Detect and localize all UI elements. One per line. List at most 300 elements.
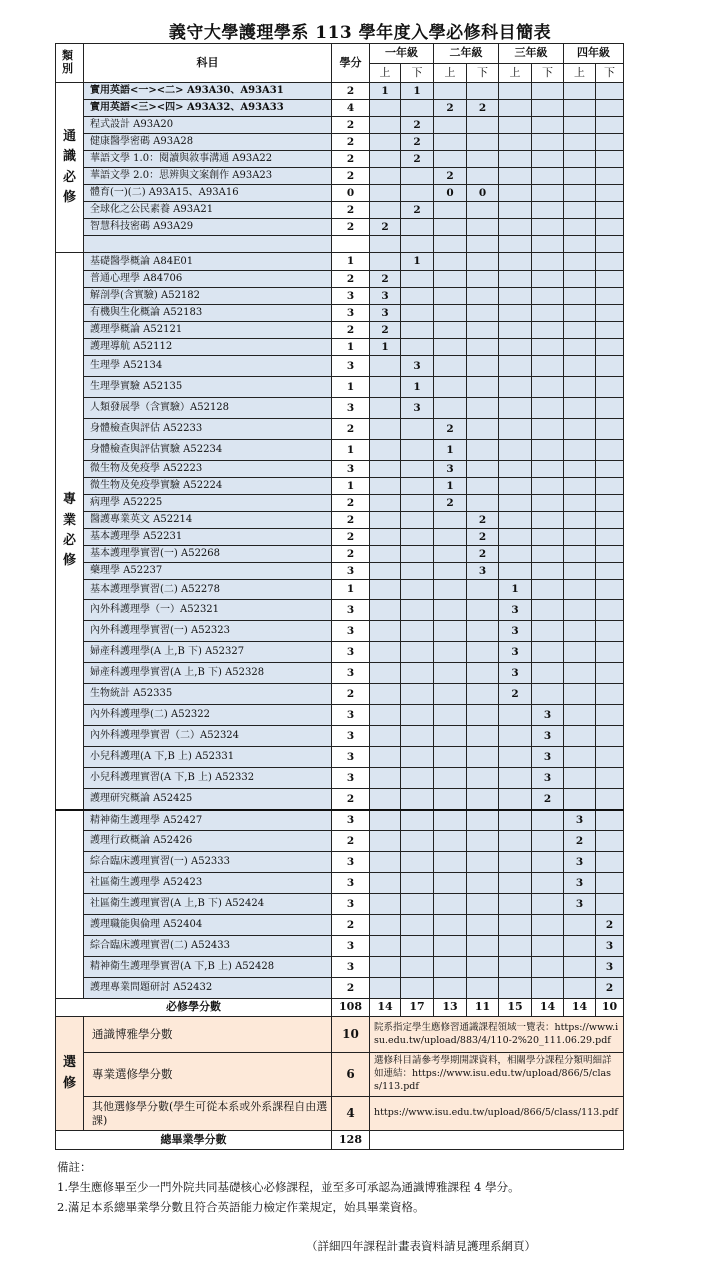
semester-credit-cell: [499, 151, 532, 168]
semester-credit-cell: [564, 563, 596, 580]
semester-credit-cell: [532, 529, 564, 546]
semester-credit-cell: [370, 831, 401, 852]
semester-credit-cell: [401, 546, 434, 563]
elective-note: 院系指定學生應修習通識課程領域一覽表：https://www.isu.edu.tw/upload/883/4/110-2%20_111.06.29.pdf: [370, 1017, 624, 1053]
empty-cell: [499, 236, 532, 253]
semester-credit-cell: [467, 288, 499, 305]
semester-credit-cell: [370, 810, 401, 831]
semester-credit-cell: [401, 288, 434, 305]
semester-credit-cell: 2: [370, 271, 401, 288]
semester-credit-cell: [596, 684, 624, 705]
semester-credit-cell: 3: [596, 936, 624, 957]
semester-credit-cell: [564, 356, 596, 377]
semester-credit-cell: [467, 684, 499, 705]
table-row: [56, 168, 624, 185]
semester-credit-cell: 2: [370, 322, 401, 339]
semester-credit-cell: [596, 663, 624, 684]
semester-total-cell: 14: [564, 999, 596, 1017]
semester-credit-cell: [564, 726, 596, 747]
course-credits: 2: [332, 419, 370, 440]
header-upper: 上: [564, 64, 596, 83]
semester-credit-cell: [499, 168, 532, 185]
semester-credit-cell: 0: [434, 185, 467, 202]
semester-credit-cell: 2: [467, 529, 499, 546]
semester-credit-cell: [434, 398, 467, 419]
table-row: [56, 356, 624, 377]
semester-credit-cell: [499, 563, 532, 580]
header-upper: 上: [499, 64, 532, 83]
semester-credit-cell: [499, 202, 532, 219]
course-name: 華語文學 1.0：閱讀與敘事溝通 A93A22: [84, 151, 332, 168]
course-name: 華語文學 2.0：思辨與文案創作 A93A23: [84, 168, 332, 185]
semester-credit-cell: [401, 957, 434, 978]
semester-credit-cell: [499, 288, 532, 305]
semester-credit-cell: [564, 529, 596, 546]
semester-credit-cell: [467, 83, 499, 100]
header-lower: 下: [596, 64, 624, 83]
semester-credit-cell: [370, 419, 401, 440]
course-credits: 2: [332, 512, 370, 529]
course-name: 護理導航 A52112: [84, 339, 332, 356]
required-total-row: [56, 999, 624, 1017]
course-name: 小兒科護理實習(A 下,B 上) A52332: [84, 768, 332, 789]
semester-credit-cell: [564, 663, 596, 684]
semester-credit-cell: [532, 253, 564, 271]
elective-note: 選修科目請參考學期開課資料，相關學分課程分類明細詳如連結：https://www.isu.edu.tw/upload/866/5/class/113.pdf: [370, 1053, 624, 1097]
semester-credit-cell: 2: [434, 419, 467, 440]
semester-credit-cell: [532, 852, 564, 873]
semester-credit-cell: [532, 894, 564, 915]
semester-credit-cell: [499, 726, 532, 747]
empty-cell: [564, 236, 596, 253]
semester-credit-cell: [467, 202, 499, 219]
course-name: 微生物及免疫學 A52223: [84, 461, 332, 478]
semester-credit-cell: [499, 852, 532, 873]
semester-credit-cell: [434, 83, 467, 100]
semester-credit-cell: 2: [401, 134, 434, 151]
semester-credit-cell: [564, 377, 596, 398]
semester-credit-cell: [564, 219, 596, 236]
semester-credit-cell: [370, 663, 401, 684]
semester-credit-cell: 3: [401, 356, 434, 377]
semester-credit-cell: [564, 580, 596, 600]
required-total-credits: 108: [332, 999, 370, 1017]
semester-credit-cell: 1: [370, 339, 401, 356]
elective-row: [56, 1053, 624, 1097]
semester-credit-cell: [370, 185, 401, 202]
semester-credit-cell: [370, 852, 401, 873]
semester-credit-cell: 3: [434, 461, 467, 478]
course-credits: 3: [332, 600, 370, 621]
semester-credit-cell: [467, 915, 499, 936]
semester-credit-cell: [401, 100, 434, 117]
semester-credit-cell: [532, 478, 564, 495]
semester-credit-cell: [564, 789, 596, 810]
semester-total-cell: 15: [499, 999, 532, 1017]
table-row: [56, 253, 624, 271]
course-credits: 3: [332, 305, 370, 322]
table-row: [56, 563, 624, 580]
semester-credit-cell: [596, 789, 624, 810]
course-name: 生理學 A52134: [84, 356, 332, 377]
elective-name: 通識博雅學分數: [84, 1017, 332, 1053]
course-credits: 3: [332, 356, 370, 377]
semester-credit-cell: [434, 810, 467, 831]
semester-credit-cell: [564, 978, 596, 999]
semester-credit-cell: [370, 134, 401, 151]
course-name: 護理專業問題研討 A52432: [84, 978, 332, 999]
course-name: 健康醫學密碼 A93A28: [84, 134, 332, 151]
semester-credit-cell: 2: [434, 100, 467, 117]
semester-credit-cell: 2: [370, 219, 401, 236]
semester-credit-cell: [532, 377, 564, 398]
semester-credit-cell: [401, 305, 434, 322]
course-name: 程式設計 A93A20: [84, 117, 332, 134]
course-credits: 2: [332, 83, 370, 100]
course-credits: 0: [332, 185, 370, 202]
semester-credit-cell: [370, 621, 401, 642]
semester-credit-cell: [564, 621, 596, 642]
course-credits: 3: [332, 768, 370, 789]
semester-credit-cell: [532, 339, 564, 356]
course-credits: 3: [332, 621, 370, 642]
semester-credit-cell: [370, 377, 401, 398]
course-credits: 2: [332, 789, 370, 810]
table-row: [56, 621, 624, 642]
table-row: [56, 185, 624, 202]
elective-name: 專業選修學分數: [84, 1053, 332, 1097]
course-name: 藥理學 A52237: [84, 563, 332, 580]
grand-total-credits: 128: [332, 1131, 370, 1150]
semester-credit-cell: [596, 253, 624, 271]
semester-credit-cell: [370, 253, 401, 271]
header-upper: 上: [370, 64, 401, 83]
semester-credit-cell: [370, 894, 401, 915]
empty-cell: [467, 236, 499, 253]
header-year-1: 一年級: [370, 44, 434, 64]
header-lower: 下: [532, 64, 564, 83]
semester-credit-cell: [401, 185, 434, 202]
semester-credit-cell: [434, 831, 467, 852]
semester-credit-cell: [370, 461, 401, 478]
course-credits: 3: [332, 957, 370, 978]
table-row: [56, 529, 624, 546]
course-name: 內外科護理學(二) A52322: [84, 705, 332, 726]
semester-total-cell: 17: [401, 999, 434, 1017]
semester-credit-cell: [564, 461, 596, 478]
semester-credit-cell: [401, 512, 434, 529]
table-row: [56, 747, 624, 768]
semester-credit-cell: [499, 978, 532, 999]
semester-credit-cell: [434, 621, 467, 642]
semester-credit-cell: [532, 202, 564, 219]
semester-credit-cell: [532, 600, 564, 621]
semester-credit-cell: [596, 873, 624, 894]
semester-credit-cell: [532, 288, 564, 305]
course-name: 社區衛生護理實習(A 上,B 下) A52424: [84, 894, 332, 915]
table-row: [56, 810, 624, 831]
course-credits: 2: [332, 219, 370, 236]
semester-credit-cell: [532, 305, 564, 322]
semester-credit-cell: 2: [499, 684, 532, 705]
course-name: 體育(一)(二) A93A15、A93A16: [84, 185, 332, 202]
semester-credit-cell: [467, 271, 499, 288]
semester-credit-cell: [532, 957, 564, 978]
semester-credit-cell: [564, 398, 596, 419]
course-credits: 2: [332, 322, 370, 339]
semester-credit-cell: [434, 978, 467, 999]
table-row: [56, 377, 624, 398]
semester-credit-cell: [467, 398, 499, 419]
semester-credit-cell: [596, 512, 624, 529]
semester-credit-cell: [401, 768, 434, 789]
grand-total-label: 總畢業學分數: [56, 1131, 332, 1150]
semester-credit-cell: [564, 305, 596, 322]
semester-credit-cell: [532, 219, 564, 236]
empty-cell: [532, 236, 564, 253]
semester-credit-cell: [532, 663, 564, 684]
semester-credit-cell: [532, 512, 564, 529]
semester-credit-cell: [499, 377, 532, 398]
course-credits: 2: [332, 529, 370, 546]
semester-credit-cell: [370, 440, 401, 461]
semester-credit-cell: [596, 151, 624, 168]
semester-credit-cell: [467, 747, 499, 768]
category-elective: 選修: [56, 1017, 84, 1131]
semester-credit-cell: [532, 100, 564, 117]
table-row: [56, 894, 624, 915]
semester-credit-cell: [434, 726, 467, 747]
semester-credit-cell: [532, 978, 564, 999]
semester-credit-cell: [467, 852, 499, 873]
elective-row: [56, 1017, 624, 1053]
semester-credit-cell: [370, 202, 401, 219]
semester-credit-cell: [401, 322, 434, 339]
semester-credit-cell: [499, 185, 532, 202]
grand-total-row: [56, 1131, 624, 1150]
semester-credit-cell: [596, 288, 624, 305]
table-row: [56, 915, 624, 936]
table-row: [56, 398, 624, 419]
course-name: 解剖學(含實驗) A52182: [84, 288, 332, 305]
semester-credit-cell: [564, 478, 596, 495]
header-credits: 學分: [332, 44, 370, 83]
category-professional-continued: [56, 810, 84, 999]
semester-credit-cell: [564, 271, 596, 288]
course-credits: 2: [332, 546, 370, 563]
semester-credit-cell: [401, 936, 434, 957]
course-name: 有機與生化概論 A52183: [84, 305, 332, 322]
semester-total-cell: 11: [467, 999, 499, 1017]
semester-credit-cell: [596, 852, 624, 873]
semester-credit-cell: [564, 134, 596, 151]
semester-credit-cell: 3: [401, 398, 434, 419]
semester-credit-cell: [434, 271, 467, 288]
semester-credit-cell: [532, 936, 564, 957]
elective-credits: 4: [332, 1097, 370, 1131]
semester-credit-cell: [434, 642, 467, 663]
table-row: [56, 83, 624, 100]
semester-credit-cell: 3: [499, 621, 532, 642]
course-credits: 2: [332, 684, 370, 705]
semester-credit-cell: [564, 512, 596, 529]
semester-credit-cell: [370, 705, 401, 726]
semester-credit-cell: [434, 894, 467, 915]
semester-credit-cell: [467, 810, 499, 831]
semester-credit-cell: [467, 642, 499, 663]
semester-credit-cell: [499, 117, 532, 134]
semester-credit-cell: [532, 810, 564, 831]
semester-credit-cell: [532, 873, 564, 894]
semester-credit-cell: [564, 600, 596, 621]
semester-credit-cell: [499, 83, 532, 100]
course-credits: 2: [332, 202, 370, 219]
semester-credit-cell: [370, 957, 401, 978]
semester-credit-cell: [401, 168, 434, 185]
semester-credit-cell: [370, 768, 401, 789]
semester-credit-cell: [596, 461, 624, 478]
semester-credit-cell: [401, 810, 434, 831]
semester-credit-cell: [596, 478, 624, 495]
course-credits: 2: [332, 168, 370, 185]
course-name: 內外科護理學實習(一) A52323: [84, 621, 332, 642]
semester-credit-cell: [370, 495, 401, 512]
course-name: 精神衛生護理學實習(A 下,B 上) A52428: [84, 957, 332, 978]
semester-credit-cell: [499, 398, 532, 419]
semester-credit-cell: 2: [434, 495, 467, 512]
course-name: 微生物及免疫學實驗 A52224: [84, 478, 332, 495]
semester-credit-cell: [596, 168, 624, 185]
semester-credit-cell: [499, 768, 532, 789]
semester-credit-cell: 2: [401, 151, 434, 168]
course-name: 實用英語<三><四> A93A32、A93A33: [84, 100, 332, 117]
semester-credit-cell: [532, 642, 564, 663]
semester-credit-cell: [596, 322, 624, 339]
semester-credit-cell: [596, 100, 624, 117]
elective-note: https://www.isu.edu.tw/upload/866/5/class/113.pdf: [370, 1097, 624, 1131]
semester-credit-cell: 2: [532, 789, 564, 810]
table-row: [56, 663, 624, 684]
semester-credit-cell: [401, 915, 434, 936]
semester-credit-cell: [467, 219, 499, 236]
course-name: 婦產科護理學實習(A 上,B 下) A52328: [84, 663, 332, 684]
semester-credit-cell: [499, 894, 532, 915]
table-row: [56, 705, 624, 726]
header-category: 類別: [56, 44, 84, 83]
table-row: [56, 151, 624, 168]
semester-credit-cell: [401, 600, 434, 621]
table-row: [56, 580, 624, 600]
semester-credit-cell: [401, 684, 434, 705]
semester-credit-cell: [596, 117, 624, 134]
semester-credit-cell: 2: [596, 978, 624, 999]
table-row: [56, 419, 624, 440]
semester-credit-cell: 2: [467, 546, 499, 563]
semester-credit-cell: [499, 356, 532, 377]
semester-credit-cell: [499, 478, 532, 495]
semester-credit-cell: [467, 440, 499, 461]
semester-credit-cell: [499, 461, 532, 478]
empty-cell: [596, 236, 624, 253]
elective-credits: 6: [332, 1053, 370, 1097]
semester-credit-cell: [434, 219, 467, 236]
semester-credit-cell: [564, 151, 596, 168]
semester-credit-cell: [564, 705, 596, 726]
semester-credit-cell: [564, 495, 596, 512]
course-credits: 2: [332, 134, 370, 151]
semester-credit-cell: [467, 580, 499, 600]
remarks-title: 備註：: [57, 1160, 92, 1174]
semester-credit-cell: 3: [499, 600, 532, 621]
semester-credit-cell: [499, 831, 532, 852]
semester-credit-cell: [467, 957, 499, 978]
semester-credit-cell: [532, 419, 564, 440]
semester-credit-cell: [401, 747, 434, 768]
header-subject: 科目: [84, 44, 332, 83]
semester-credit-cell: [532, 185, 564, 202]
semester-credit-cell: [596, 705, 624, 726]
semester-credit-cell: [467, 495, 499, 512]
course-name: 人類發展學（含實驗）A52128: [84, 398, 332, 419]
semester-credit-cell: [370, 563, 401, 580]
course-credits: 4: [332, 100, 370, 117]
table-row: [56, 219, 624, 236]
semester-credit-cell: 3: [564, 894, 596, 915]
semester-credit-cell: [499, 915, 532, 936]
semester-credit-cell: [467, 478, 499, 495]
course-name: 基本護理學實習(二) A52278: [84, 580, 332, 600]
semester-credit-cell: [401, 789, 434, 810]
semester-credit-cell: 3: [564, 810, 596, 831]
course-name: 護理行政概論 A52426: [84, 831, 332, 852]
semester-credit-cell: [499, 440, 532, 461]
semester-credit-cell: [467, 936, 499, 957]
course-credits: 3: [332, 894, 370, 915]
semester-credit-cell: [596, 398, 624, 419]
semester-credit-cell: [564, 684, 596, 705]
semester-credit-cell: [434, 529, 467, 546]
course-credits: 1: [332, 440, 370, 461]
table-row: [56, 305, 624, 322]
table-row: [56, 236, 624, 253]
elective-name: 其他選修學分數(學生可從本系或外系課程自由選課): [84, 1097, 332, 1131]
semester-credit-cell: [532, 580, 564, 600]
semester-credit-cell: [499, 134, 532, 151]
table-row: [56, 202, 624, 219]
semester-credit-cell: [596, 580, 624, 600]
semester-credit-cell: [532, 563, 564, 580]
semester-credit-cell: [499, 810, 532, 831]
semester-credit-cell: [596, 271, 624, 288]
course-credits: 3: [332, 461, 370, 478]
semester-credit-cell: [434, 151, 467, 168]
semester-credit-cell: 3: [467, 563, 499, 580]
semester-credit-cell: [401, 461, 434, 478]
semester-credit-cell: [564, 253, 596, 271]
semester-credit-cell: 2: [434, 168, 467, 185]
table-row: [56, 642, 624, 663]
semester-credit-cell: [596, 563, 624, 580]
semester-credit-cell: [499, 747, 532, 768]
semester-credit-cell: [564, 936, 596, 957]
semester-credit-cell: [467, 600, 499, 621]
semester-credit-cell: [401, 440, 434, 461]
course-credits: 3: [332, 288, 370, 305]
semester-credit-cell: [596, 419, 624, 440]
semester-credit-cell: 3: [370, 288, 401, 305]
curriculum-table-frame: [55, 43, 623, 1150]
semester-credit-cell: [434, 684, 467, 705]
